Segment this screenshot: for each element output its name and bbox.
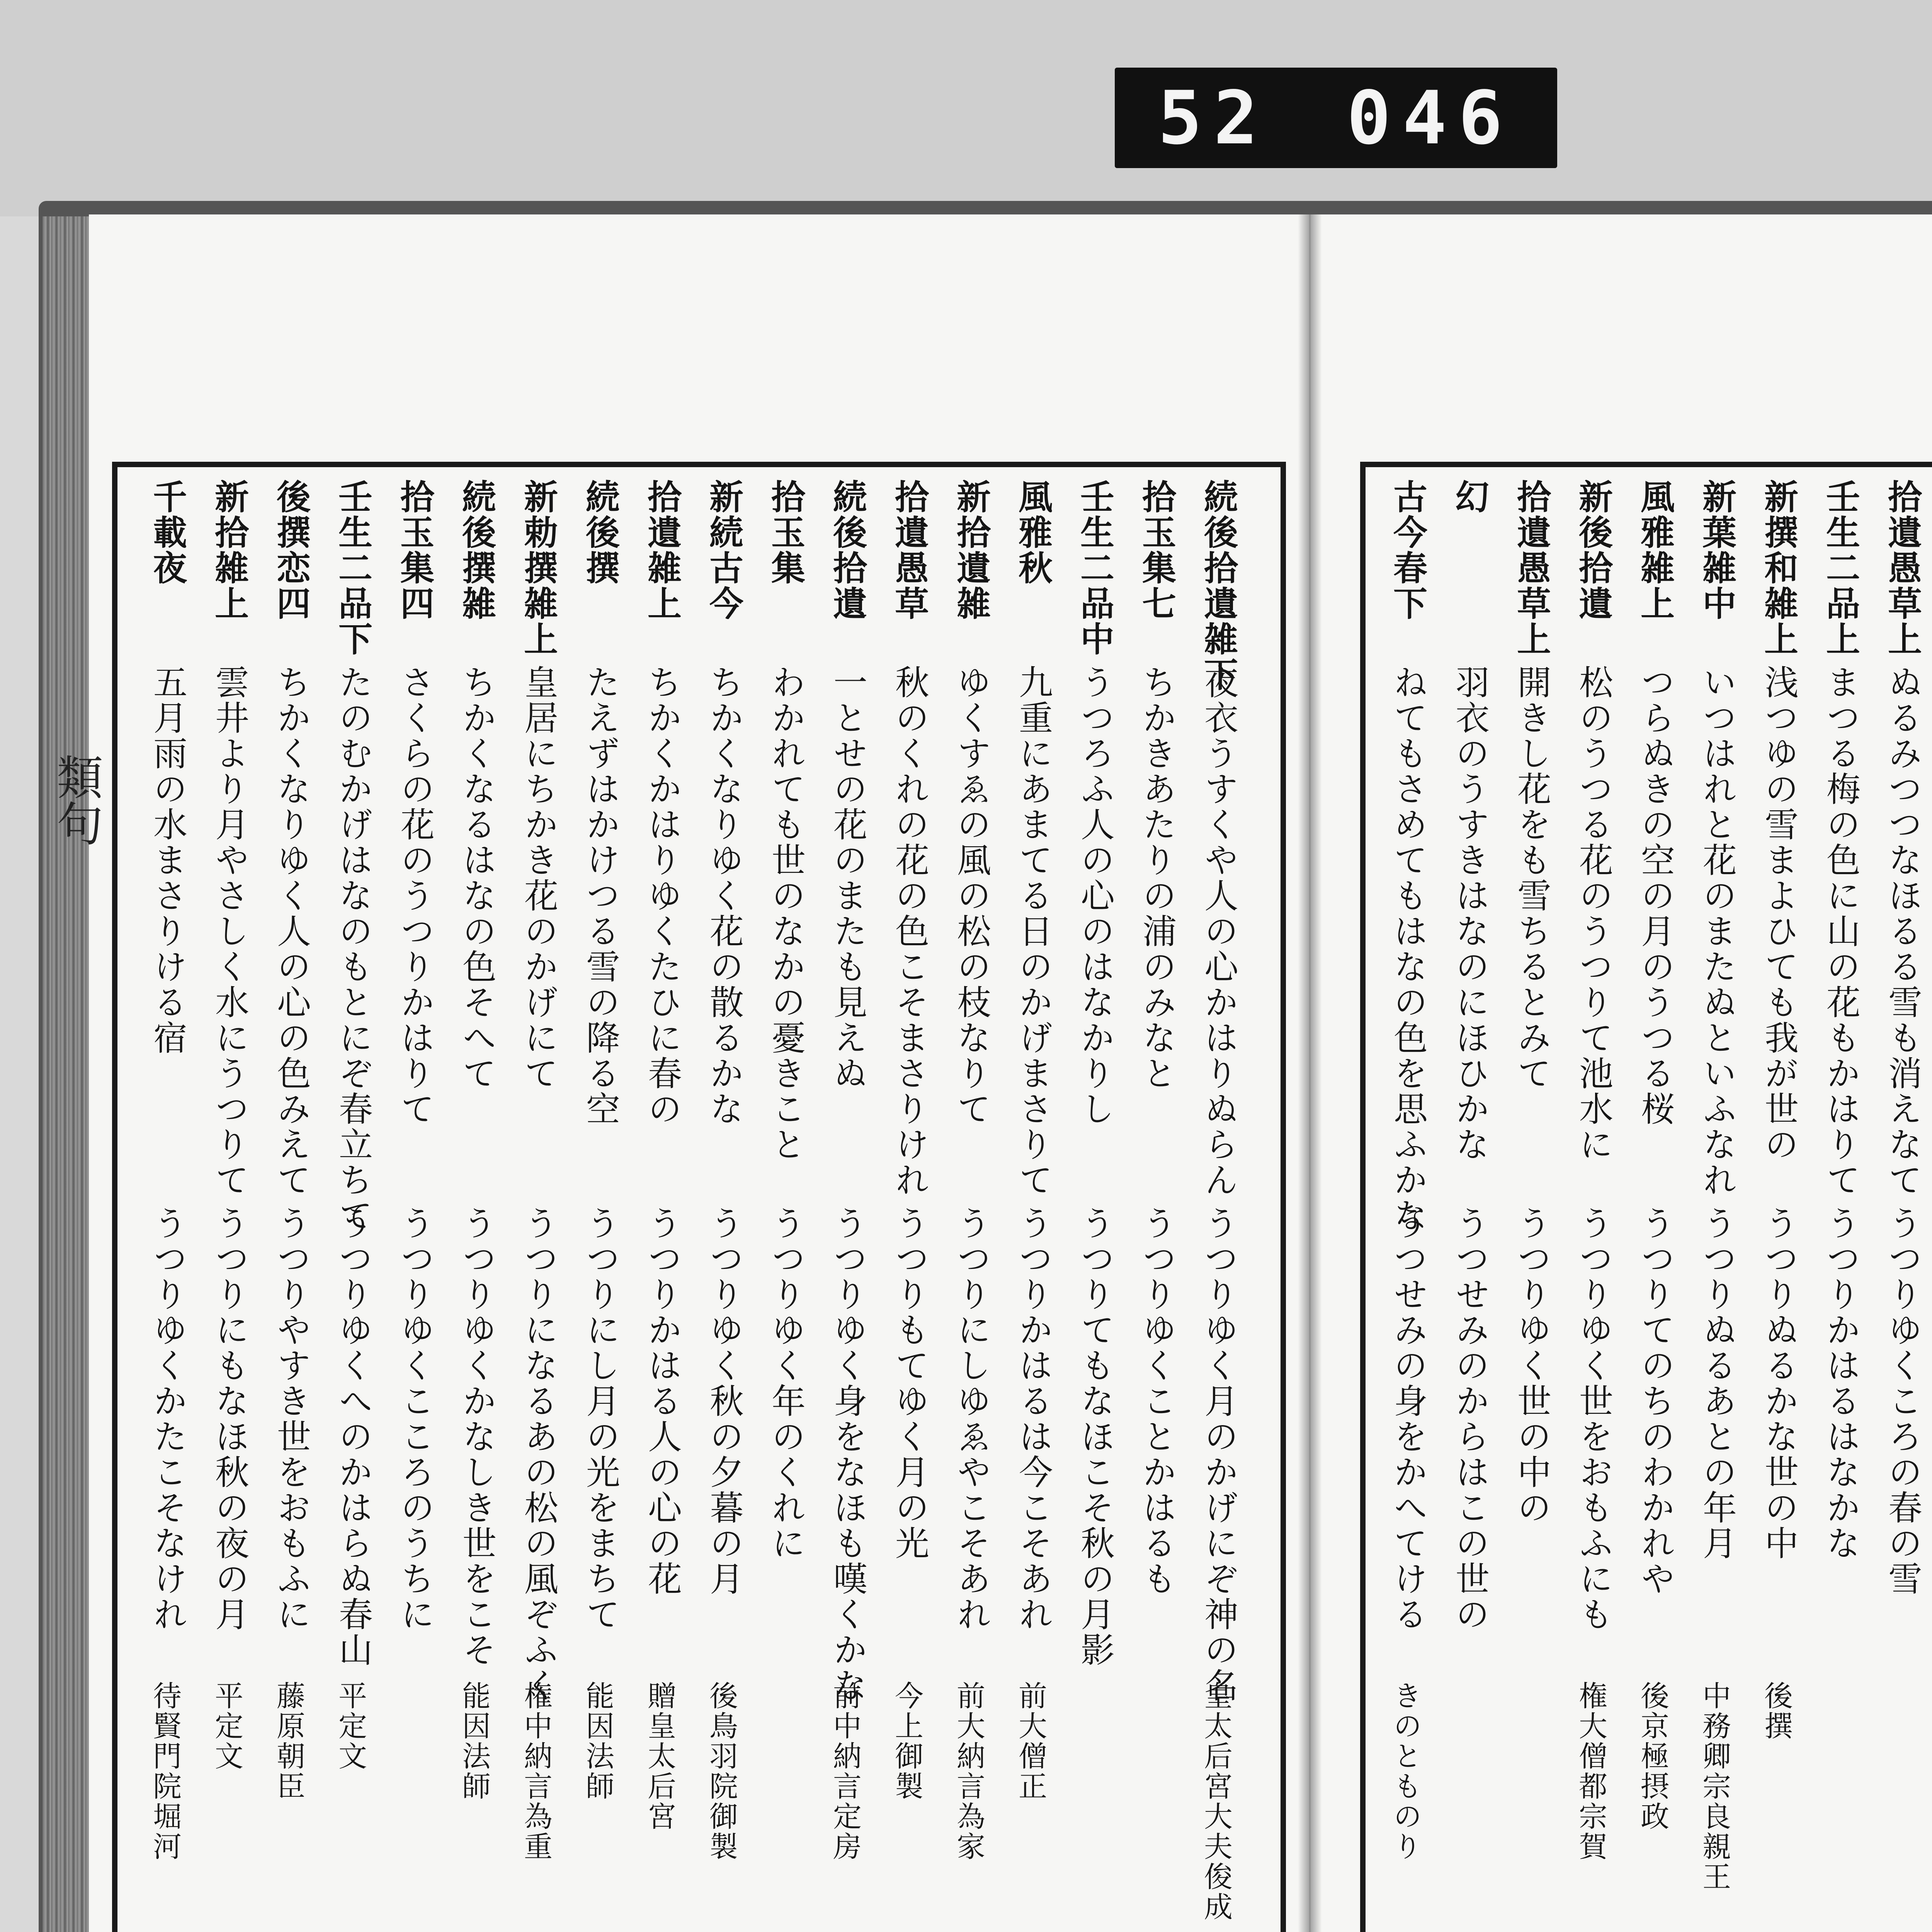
column-poem: ちかくなるはなの色そへて <box>457 665 497 1091</box>
column-poem: 雲井より月やさしく水にうつりて <box>210 665 250 1198</box>
column-poem: 浅つゆの雪まよひても我が世の <box>1759 665 1799 1162</box>
column-poem-continuation: うつりになるあの松の風ぞふく <box>519 1206 559 1703</box>
column-source: 新拾遺雑 <box>951 479 992 621</box>
column-source: 新続古今 <box>704 479 744 621</box>
column-poem: たえずはかけつる雪の降る空 <box>581 665 621 1127</box>
column-poem: さくらの花のうつりかはりて <box>395 665 435 1127</box>
column-poem: 一とせの花のまたも見えぬ <box>828 665 868 1091</box>
column-poem-continuation: うつりかはるはなかな <box>1821 1206 1861 1561</box>
column-source: 壬生二品下 <box>333 479 373 657</box>
column-poem-continuation: うつりかはるは今こそあれ <box>1014 1206 1053 1632</box>
column-author: 後撰 <box>1760 1681 1793 1741</box>
column-source: 風雅雑上 <box>1635 479 1675 621</box>
column-poem: 秋のくれの花の色こそまさりけれ <box>890 665 930 1198</box>
column-source: 続後拾遺雑下 <box>1199 479 1239 692</box>
column-poem-continuation: うつりゆくことかはるも <box>1137 1206 1177 1597</box>
column-source: 古今春下 <box>1388 479 1428 621</box>
column-author: 前中納言定房 <box>828 1681 862 1862</box>
column-author: 中務卿宗良親王 <box>1698 1681 1731 1892</box>
column-poem: 開きし花をも雪ちるとみて <box>1512 665 1552 1091</box>
column-poem-continuation: うつりてもなほこそ秋の月影 <box>1075 1206 1115 1668</box>
catalog-label <box>1115 68 1557 168</box>
column-author: きのとものり <box>1389 1681 1422 1862</box>
column-source: 拾玉集四 <box>395 479 435 621</box>
column-poem: うつろふ人の心のはなかりし <box>1075 665 1115 1127</box>
column-poem-continuation: うつりゆくへのかはらぬ春山 <box>333 1206 373 1668</box>
column-author: 前大納言為家 <box>952 1681 985 1862</box>
column-poem: 皇居にちかき花のかげにて <box>519 665 559 1091</box>
column-poem-continuation: うつりかはる人の心の花 <box>643 1206 682 1597</box>
column-author: 皇太后宮大夫俊成 <box>1199 1681 1233 1922</box>
column-poem-continuation: うつりてのちのわかれや <box>1636 1206 1675 1597</box>
column-author: 能因法師 <box>457 1681 491 1801</box>
column-poem-continuation: うつりゆく世をおもふにも <box>1574 1206 1614 1632</box>
column-poem-continuation: うつりゆくこころのうちに <box>395 1206 435 1632</box>
book-gutter <box>1298 214 1321 1932</box>
column-poem-continuation: うつりゆく月のかげにぞ神の名 <box>1199 1206 1239 1703</box>
column-poem-continuation: うつりゆく秋の夕暮の月 <box>704 1206 744 1597</box>
column-poem: いつはれと花のまたぬといふなれ <box>1697 665 1737 1198</box>
column-poem: ゆくすゑの風の松の枝なりて <box>952 665 992 1127</box>
column-poem-continuation: うつりゆくころの春の雪 <box>1883 1206 1923 1597</box>
column-source: 続後撰 <box>580 479 621 586</box>
column-source: 拾遺雑上 <box>642 479 682 621</box>
column-author: 贈皇太后宮 <box>643 1681 676 1832</box>
column-poem-continuation: うつりゆく世の中の <box>1512 1206 1552 1526</box>
column-poem-continuation: うつりにし月の光をまちて <box>581 1206 621 1632</box>
column-source: 拾玉集 <box>766 479 806 586</box>
column-poem: ちかくかはりゆくたひに春の <box>643 665 682 1127</box>
column-poem-continuation: うつりにしゆゑやこそあれ <box>952 1206 992 1632</box>
column-poem-continuation: うつせみのからはこの世の <box>1450 1206 1490 1632</box>
column-poem-continuation: うつりゆく年のくれに <box>766 1206 806 1561</box>
column-poem: まつる梅の色に山の花もかはりて <box>1821 665 1861 1198</box>
label-left-number: 52 <box>1158 75 1270 161</box>
column-poem-continuation: うつりぬるかな世の中 <box>1759 1206 1799 1561</box>
column-poem-continuation: うつりにもなほ秋の夜の月 <box>210 1206 250 1632</box>
column-poem: ねてもさめてもはなの色を思ふかな <box>1388 665 1428 1233</box>
column-poem-continuation: うつりゆくかたこそなけれ <box>148 1206 188 1632</box>
column-source: 拾遺愚草 <box>889 479 930 621</box>
column-source: 新撰和雑上 <box>1759 479 1799 657</box>
column-author: 前大僧正 <box>1014 1681 1047 1801</box>
column-poem: 夜衣うすくや人の心かはりぬらん <box>1199 665 1239 1198</box>
column-poem: ちかくなりゆく人の心の色みえて <box>272 665 311 1198</box>
column-source: 幻 <box>1450 479 1490 515</box>
column-source: 新後拾遺 <box>1573 479 1614 621</box>
column-poem: ちかくなりゆく花の散るかな <box>704 665 744 1127</box>
column-source: 風雅秋 <box>1013 479 1053 586</box>
column-source: 壬生二品中 <box>1075 479 1115 657</box>
column-poem-continuation: うつりゆくかなしき世をこそ <box>457 1206 497 1668</box>
column-poem: ちかきあたりの浦のみなと <box>1137 665 1177 1091</box>
column-poem-continuation: うつりゆく身をなほも嘆くかな <box>828 1206 868 1703</box>
column-source: 拾玉集七 <box>1137 479 1177 621</box>
column-author: 藤原朝臣 <box>272 1681 305 1801</box>
column-source: 拾遺愚草上 <box>1512 479 1552 657</box>
column-poem: わかれても世のなかの憂きこと <box>766 665 806 1162</box>
column-source: 新拾雑上 <box>209 479 250 621</box>
column-source: 千載夜 <box>148 479 188 586</box>
column-poem: 羽衣のうすきはなのにほひかな <box>1450 665 1490 1162</box>
column-poem-continuation: うつせみの身をかへてける <box>1388 1206 1428 1632</box>
column-poem-continuation: うつりやすき世をおもふに <box>272 1206 311 1632</box>
column-source: 続後撰雑 <box>457 479 497 621</box>
column-source: 新葉雑中 <box>1697 479 1737 621</box>
column-author: 待賢門院堀河 <box>148 1681 182 1862</box>
column-source: 壬生二品上 <box>1821 479 1861 657</box>
column-author: 平定文 <box>334 1681 367 1771</box>
column-author: 今上御製 <box>890 1681 923 1801</box>
label-right-number: 046 <box>1347 75 1514 161</box>
backdrop <box>0 0 1932 216</box>
column-poem: ぬるみつつなほるる雪も消えなて <box>1883 665 1923 1198</box>
column-author: 後京極摂政 <box>1636 1681 1669 1832</box>
column-source: 後撰恋四 <box>271 479 311 621</box>
column-poem: たのむかげはなのもとにぞ春立ちて <box>333 665 373 1233</box>
column-source: 新勅撰雑上 <box>519 479 559 657</box>
column-poem-continuation: うつりぬるあとの年月 <box>1697 1206 1737 1561</box>
column-author: 後鳥羽院御製 <box>705 1681 738 1862</box>
column-poem: 五月雨の水まさりける宿 <box>148 665 188 1056</box>
column-author: 権中納言為重 <box>519 1681 553 1862</box>
column-author: 権大僧都宗賀 <box>1574 1681 1607 1862</box>
column-poem: 松のうつる花のうつりて池水に <box>1574 665 1614 1162</box>
left-edge-title: 類句 <box>49 753 103 846</box>
column-author: 能因法師 <box>581 1681 614 1801</box>
column-poem: つらぬきの空の月のうつる桜 <box>1636 665 1675 1127</box>
column-author: 平定文 <box>210 1681 243 1771</box>
column-source: 続後拾遺 <box>828 479 868 621</box>
column-poem: 九重にあまてる日のかげまさりて <box>1014 665 1053 1198</box>
column-poem-continuation: うつりもてゆく月の光 <box>890 1206 930 1561</box>
column-source: 拾遺愚草上 <box>1883 479 1923 657</box>
